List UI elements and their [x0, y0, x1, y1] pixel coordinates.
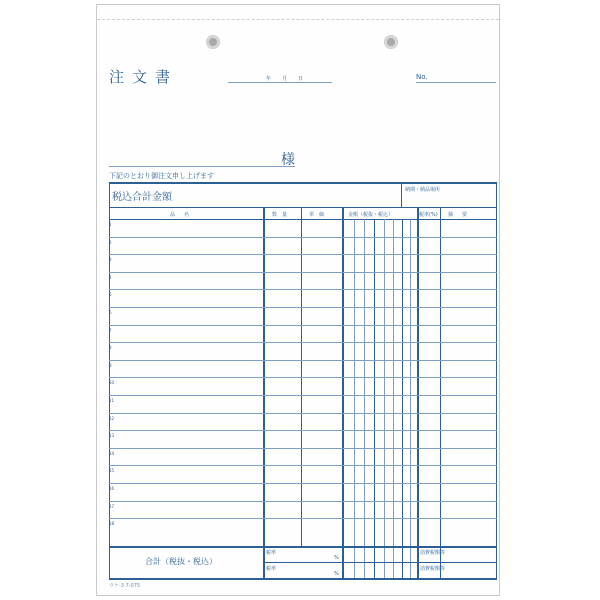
form-title: 注文書	[109, 68, 179, 86]
date-label: 年 月 日	[266, 76, 307, 82]
col-line-remarks	[440, 207, 441, 579]
row-number: 7	[109, 327, 112, 333]
col-line-qty	[263, 207, 265, 579]
date-underline	[228, 82, 332, 83]
table-row[interactable]	[109, 342, 497, 343]
table-row[interactable]	[109, 430, 497, 431]
table-row[interactable]	[109, 360, 497, 361]
table-row[interactable]	[109, 448, 497, 449]
row-number: 10	[109, 380, 115, 386]
binding-hole-right	[384, 35, 398, 49]
row-number: 5	[109, 292, 112, 298]
col-header-amount: 金額（税抜・税込）	[348, 212, 394, 218]
total-with-tax-label: 税込合計金額	[112, 192, 172, 203]
binding-hole-left	[206, 35, 220, 49]
percent-label-1: %	[334, 555, 339, 561]
intro-text: 下記のとおり御注文申し上げます	[109, 172, 214, 180]
digit-line-2	[364, 219, 365, 579]
row-number: 1	[109, 222, 112, 227]
row-number: 12	[109, 415, 115, 421]
row-number: 8	[109, 345, 112, 351]
digit-line-1	[354, 219, 355, 579]
row-number: 3	[109, 257, 112, 263]
footer-top-rule	[109, 546, 497, 548]
number-label[interactable]: No.	[416, 73, 428, 81]
col-header-price: 単 価	[309, 212, 325, 218]
col-header-qty: 数 量	[272, 212, 288, 218]
table-top-rule	[109, 207, 497, 208]
row-number: 13	[109, 433, 115, 439]
row-number: 11	[109, 398, 115, 403]
row-number: 9	[109, 362, 112, 368]
row-number: 18	[109, 521, 115, 527]
table-row[interactable]	[109, 237, 497, 238]
number-underline	[416, 82, 496, 83]
table-row[interactable]	[109, 325, 497, 326]
col-header-tax-rate: 税率(%)	[419, 212, 438, 218]
percent-label-2: %	[334, 571, 339, 577]
digit-line-3	[374, 219, 375, 579]
addressee-underline[interactable]	[109, 166, 295, 167]
row-number: 14	[109, 450, 115, 456]
table-row[interactable]	[109, 395, 497, 396]
table-row[interactable]	[109, 307, 497, 308]
row-number: 15	[109, 468, 115, 474]
table-row[interactable]	[109, 413, 497, 414]
digit-line-7	[410, 219, 411, 579]
footer-bottom-rule	[109, 578, 497, 580]
col-header-remarks: 摘 要	[448, 212, 470, 218]
row-number: 2	[109, 239, 112, 245]
tax-amount-label-1: 消費税額等	[420, 550, 446, 556]
table-row[interactable]	[109, 289, 497, 290]
table-row[interactable]	[109, 272, 497, 273]
total-box-top	[109, 182, 497, 184]
footer-total-label: 合計（税抜・税込）	[145, 557, 217, 566]
row-number: 17	[109, 503, 115, 509]
form-code: ウケ-3 7-075	[109, 583, 141, 589]
table-row[interactable]	[109, 254, 497, 255]
table-row[interactable]	[109, 518, 497, 519]
row-number: 4	[109, 274, 112, 280]
table-row[interactable]	[109, 483, 497, 484]
row-number: 16	[109, 486, 115, 491]
digit-line-5	[393, 219, 394, 579]
table-row[interactable]	[109, 501, 497, 502]
table-row[interactable]	[109, 377, 497, 378]
row-number: 6	[109, 310, 112, 315]
col-header-item: 品 名	[170, 212, 192, 218]
digit-line-6	[402, 219, 403, 579]
digit-line-4	[384, 219, 385, 579]
tax-rate-label-1: 税率	[266, 550, 277, 556]
tax-amount-label-2: 消費税額等	[420, 566, 446, 572]
table-right-border	[496, 182, 497, 579]
footer-mid-rule	[263, 562, 497, 563]
table-row[interactable]	[109, 465, 497, 466]
addressee-suffix: 様	[281, 152, 295, 168]
col-line-amount	[342, 207, 344, 579]
header-bottom-rule	[109, 219, 497, 220]
delivery-divider	[401, 182, 402, 208]
col-line-tax-rate	[417, 207, 419, 579]
perforation-line	[97, 19, 499, 20]
tax-rate-label-2: 税率	[266, 566, 277, 572]
delivery-label: 納期・納品場所	[405, 187, 441, 193]
